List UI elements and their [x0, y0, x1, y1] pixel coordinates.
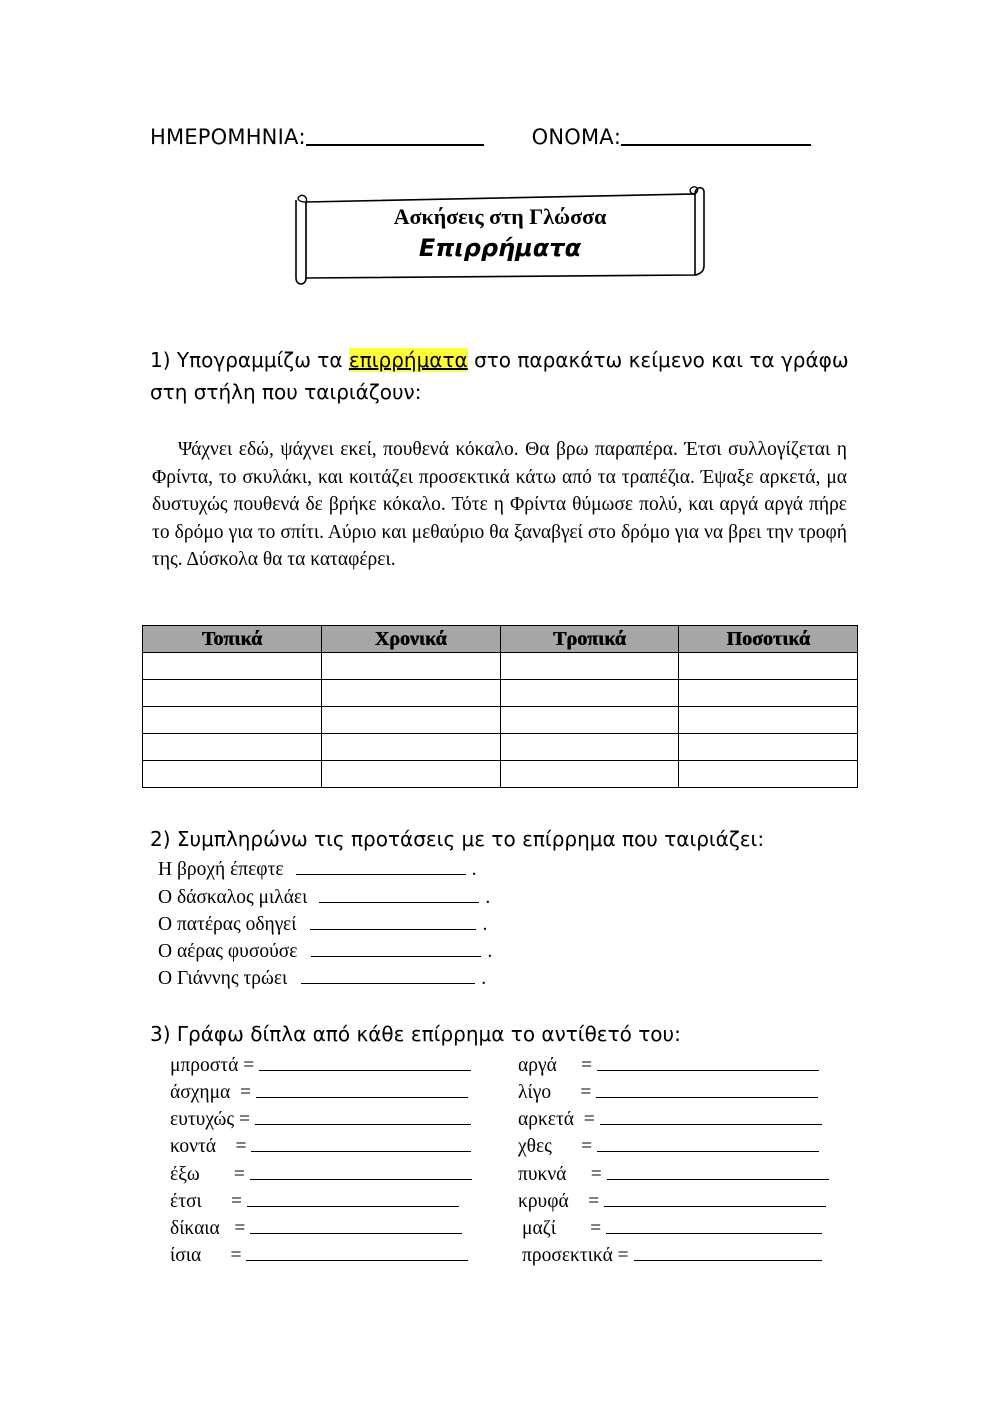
- table-row: [143, 653, 858, 680]
- answer-blank[interactable]: [319, 884, 479, 903]
- table-cell[interactable]: [679, 680, 858, 707]
- antonym-blank[interactable]: [600, 1106, 822, 1125]
- table-cell[interactable]: [143, 653, 322, 680]
- table-cell[interactable]: [143, 761, 322, 788]
- antonym-item: [518, 1188, 826, 1213]
- table-cell[interactable]: [143, 680, 322, 707]
- sentence-period: .: [482, 914, 488, 935]
- antonym-word: αρκετά =: [518, 1109, 595, 1130]
- exercise-1-instruction: [150, 344, 850, 408]
- exercise-3-title: 3) Γράφω δίπλα από κάθε επίρρημα το αντίθετό του:: [150, 1022, 681, 1046]
- exercise-1-prefix: 1) Υπογραμμίζω τα: [150, 348, 349, 372]
- antonym-item: [518, 1161, 829, 1186]
- table-cell[interactable]: [143, 734, 322, 761]
- table-cell[interactable]: [500, 680, 679, 707]
- exercise-1-suffix: στο παρακάτω κείμενο και τα γράφω στη στήλη που ταιριάζουν:: [150, 348, 849, 404]
- table-cell[interactable]: [500, 707, 679, 734]
- name-blank[interactable]: [621, 124, 811, 146]
- antonym-item: [170, 1161, 472, 1186]
- answer-blank[interactable]: [310, 911, 476, 930]
- sentence-text: Η βροχή έπεφτε: [158, 859, 284, 880]
- column-header: Χρονικά: [321, 626, 500, 653]
- antonym-blank[interactable]: [596, 1079, 818, 1098]
- sentence-period: .: [471, 859, 477, 880]
- adverb-table: [142, 625, 858, 788]
- column-header: Τροπικά: [500, 626, 679, 653]
- antonym-word: ίσια =: [170, 1245, 242, 1266]
- answer-blank[interactable]: [301, 965, 475, 984]
- passage-text: Ψάχνει εδώ, ψάχνει εκεί, πουθενά κόκαλο. Θα βρω παραπέρα. Έτσι συλλογίζεται η Φρίντα, το σκυλάκι, και κοιτάζει προσεκτικά κάτω από τα τραπέζια. Έψαξε αρκετά, μα δυστυχώς πουθενά δε βρήκε κόκαλο. Τότε η Φρίντα θύμωσε πολύ, και αργά αργά πήρε το δρόμο για το σπίτι. Αύριο και μεθαύριο θα ξαναβγεί στο δρόμο για να βρει την τροφή της. Δύσκολα θα τα καταφέρει.: [152, 439, 847, 570]
- antonym-word: μαζί =: [522, 1218, 602, 1239]
- table-row: [143, 680, 858, 707]
- antonym-item: [170, 1215, 462, 1240]
- antonym-blank[interactable]: [250, 1215, 462, 1234]
- table-cell[interactable]: [321, 707, 500, 734]
- sentence-text: Ο πατέρας οδηγεί: [158, 914, 297, 935]
- exercise-2-title: 2) Συμπληρώνω τις προτάσεις με το επίρρημα που ταιριάζει:: [150, 827, 765, 851]
- antonym-word: κοντά =: [170, 1136, 247, 1157]
- date-blank[interactable]: [306, 124, 484, 146]
- antonym-item: [170, 1052, 471, 1077]
- date-label: ΗΜΕΡΟΜΗΝΙΑ:: [150, 125, 306, 149]
- table-row: [143, 734, 858, 761]
- worksheet-header: [150, 124, 811, 149]
- sentence-text: Ο δάσκαλος μιλάει: [158, 887, 308, 908]
- table-cell[interactable]: [321, 680, 500, 707]
- antonym-blank[interactable]: [246, 1242, 468, 1261]
- antonym-item: [170, 1188, 459, 1213]
- sentence-text: Ο Γιάννης τρώει: [158, 968, 288, 989]
- sentence-item: [158, 856, 476, 881]
- antonym-item: [518, 1133, 819, 1158]
- answer-blank[interactable]: [296, 856, 466, 875]
- antonym-word: άσχημα =: [170, 1082, 251, 1103]
- antonym-blank[interactable]: [607, 1161, 829, 1180]
- antonym-word: δίκαια =: [170, 1218, 246, 1239]
- antonym-blank[interactable]: [256, 1079, 468, 1098]
- antonym-blank[interactable]: [634, 1242, 822, 1261]
- antonym-word: χθες =: [518, 1136, 593, 1157]
- table-cell[interactable]: [679, 707, 858, 734]
- answer-blank[interactable]: [311, 938, 481, 957]
- antonym-item: [522, 1215, 822, 1240]
- table-cell[interactable]: [321, 734, 500, 761]
- antonym-item: [518, 1106, 822, 1131]
- antonym-item: [170, 1106, 471, 1131]
- antonym-word: αργά =: [518, 1055, 593, 1076]
- table-header-row: [143, 626, 858, 653]
- antonym-blank[interactable]: [250, 1161, 472, 1180]
- table-cell[interactable]: [321, 653, 500, 680]
- antonym-item: [518, 1079, 818, 1104]
- antonym-word: πυκνά =: [518, 1164, 602, 1185]
- sentence-period: .: [481, 968, 487, 989]
- table-cell[interactable]: [500, 761, 679, 788]
- antonym-blank[interactable]: [604, 1188, 826, 1207]
- table-cell[interactable]: [679, 653, 858, 680]
- table-cell[interactable]: [143, 707, 322, 734]
- sentence-period: .: [485, 887, 491, 908]
- column-header: Τοπικά: [143, 626, 322, 653]
- antonym-blank[interactable]: [247, 1188, 459, 1207]
- antonym-blank[interactable]: [597, 1052, 819, 1071]
- banner-title: Ασκήσεις στη Γλώσσα: [393, 204, 607, 229]
- table-row: [143, 761, 858, 788]
- sentence-item: [158, 938, 492, 963]
- banner-subtitle: Επιρρήματα: [418, 234, 582, 262]
- antonym-item: [170, 1079, 468, 1104]
- table-cell[interactable]: [321, 761, 500, 788]
- sentence-period: .: [487, 941, 493, 962]
- sentence-text: Ο αέρας φυσούσε: [158, 941, 298, 962]
- antonym-word: μπροστά =: [170, 1055, 255, 1076]
- table-row: [143, 707, 858, 734]
- antonym-word: έξω =: [170, 1164, 245, 1185]
- table-cell[interactable]: [679, 734, 858, 761]
- sentence-item: [158, 911, 487, 936]
- column-header: Ποσοτικά: [679, 626, 858, 653]
- antonym-word: ευτυχώς =: [170, 1109, 250, 1130]
- antonym-word: κρυφά =: [518, 1191, 600, 1212]
- antonym-item: [518, 1052, 819, 1077]
- antonym-word: λίγο =: [518, 1082, 592, 1103]
- antonym-blank[interactable]: [255, 1106, 471, 1125]
- reading-passage: [152, 436, 847, 574]
- antonym-word: προσεκτικά =: [522, 1245, 629, 1266]
- antonym-item: [170, 1242, 468, 1267]
- antonym-item: [522, 1242, 822, 1267]
- table-cell[interactable]: [679, 761, 858, 788]
- table-cell[interactable]: [500, 653, 679, 680]
- name-label: ΟΝΟΜΑ:: [531, 125, 622, 149]
- table-cell[interactable]: [500, 734, 679, 761]
- antonym-blank[interactable]: [597, 1133, 819, 1152]
- sentence-item: [158, 965, 486, 990]
- antonym-blank[interactable]: [606, 1215, 822, 1234]
- antonym-word: έτσι =: [170, 1191, 243, 1212]
- antonym-blank[interactable]: [259, 1052, 471, 1071]
- highlighted-term: επιρρήματα: [348, 348, 468, 372]
- antonym-blank[interactable]: [251, 1133, 471, 1152]
- sentence-item: [158, 884, 490, 909]
- antonym-item: [170, 1133, 471, 1158]
